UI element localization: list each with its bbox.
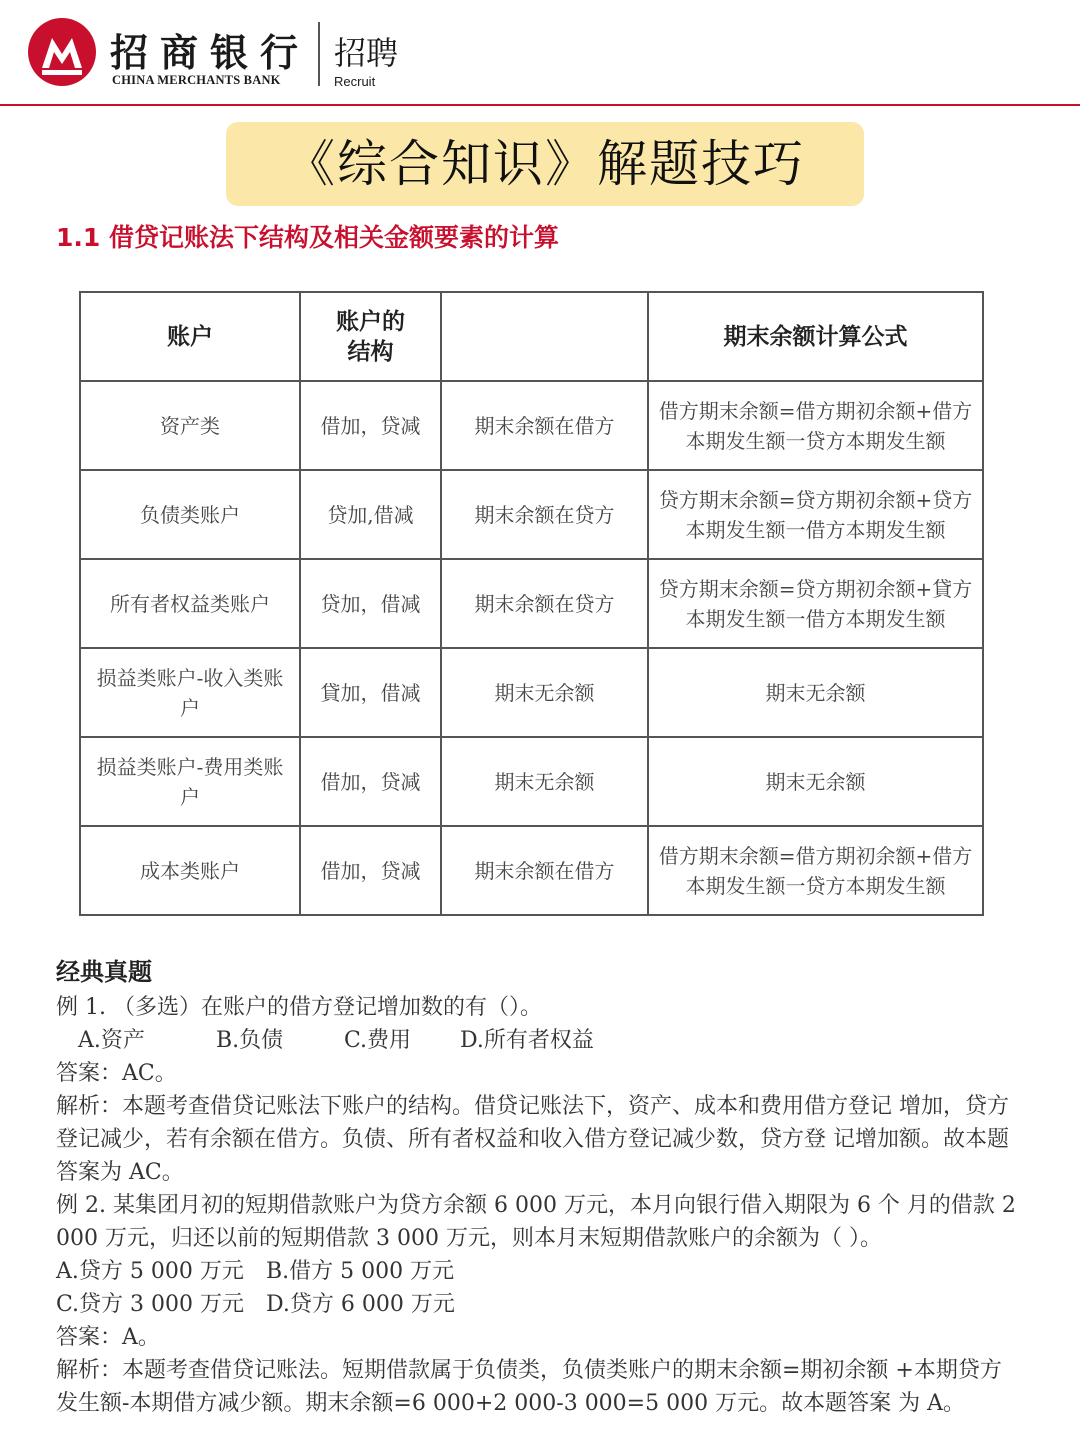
header-account: 账户	[80, 292, 300, 381]
option-a: A.资产	[78, 1028, 145, 1053]
table-cell: 借方期末余额=借方期初余额+借方本期发生额一贷方本期发生额	[648, 381, 983, 470]
header-rule	[0, 104, 1080, 106]
table-cell: 期末余额在贷方	[441, 470, 648, 559]
table-cell: 期末无余额	[441, 737, 648, 826]
question-1: 例 1. （多选）在账户的借方登记增加数的有（）。	[56, 995, 542, 1020]
option-c: C.费用	[344, 1028, 412, 1053]
table-cell: 借加，贷减	[300, 381, 441, 470]
bank-logo-icon	[28, 18, 96, 86]
option-c: C.贷方 3 000 万元	[56, 1292, 245, 1317]
table-cell: 成本类账户	[80, 826, 300, 915]
table-row	[80, 737, 983, 826]
table-cell: 借加，贷减	[300, 826, 441, 915]
question-1-options	[56, 1024, 1016, 1057]
page-title-banner: 《综合知识》解题技巧	[226, 122, 864, 206]
answer-2: 答案：A。	[56, 1325, 160, 1350]
analysis-1: 解析：本题考查借贷记账法下账户的结构。借贷记账法下，资产、成本和费用借方登记 增加，贷方登记减少，若有余额在借方。负债、所有者权益和收入借方登记减少数，贷方登 记增加额。故本题答案为 AC。	[56, 1094, 1009, 1185]
qa-title: 经典真题	[56, 958, 152, 986]
table-cell: 期末余额在借方	[441, 381, 648, 470]
table-cell: 期末无余额	[441, 648, 648, 737]
header-structure: 账户的 结构	[300, 292, 441, 381]
table-cell: 损益类账户-收入类账户	[80, 648, 300, 737]
answer-1: 答案：AC。	[56, 1061, 177, 1086]
account-structure-table	[79, 291, 984, 916]
header-blank	[441, 292, 648, 381]
header-formula: 期末余额计算公式	[648, 292, 983, 381]
recruit-label-en: Recruit	[334, 74, 376, 89]
table-cell: 贷加，借减	[300, 559, 441, 648]
table-cell: 貸加，借减	[300, 648, 441, 737]
recruit-label-cn: 招聘	[334, 34, 399, 72]
table-cell: 负债类账户	[80, 470, 300, 559]
option-d: D.贷方 6 000 万元	[266, 1292, 455, 1317]
table-row	[80, 826, 983, 915]
brand-name-cn: 招商银行	[110, 31, 311, 75]
table-row	[80, 381, 983, 470]
table-cell: 期末余额在贷方	[441, 559, 648, 648]
table-row	[80, 559, 983, 648]
option-a: A.贷方 5 000 万元	[56, 1259, 244, 1284]
table-cell: 期末余额在借方	[441, 826, 648, 915]
question-2-options-row2	[56, 1288, 1016, 1321]
question-2-options-row1	[56, 1255, 1016, 1288]
option-b: B.负债	[216, 1028, 284, 1053]
section-heading: 1.1 借贷记账法下结构及相关金额要素的计算	[56, 223, 559, 252]
table-cell: 损益类账户-费用类账户	[80, 737, 300, 826]
question-2: 例 2. 某集团月初的短期借款账户为贷方余额 6 000 万元，本月向银行借入期限为 6 个 月的借款 2 000 万元，归还以前的短期借款 3 000 万元，则本月末短期借款账户的余额为（ ）。	[56, 1193, 1016, 1251]
option-b: B.借方 5 000 万元	[266, 1259, 455, 1284]
table-header-row	[80, 292, 983, 381]
classic-questions	[56, 955, 1016, 1420]
table-row	[80, 470, 983, 559]
table-cell: 期末无余额	[648, 648, 983, 737]
table-cell: 借方期末余额=借方期初余额+借方本期发生额一贷方本期发生额	[648, 826, 983, 915]
option-d: D.所有者权益	[460, 1028, 594, 1053]
table-cell: 借加，贷减	[300, 737, 441, 826]
analysis-2: 解析：本题考查借贷记账法。短期借款属于负债类，负债类账户的期末余额=期初余额 +本期贷方发生额-本期借方减少额。期末余额=6 000+2 000-3 000=5 000 万元。故本题答案 为 A。	[56, 1358, 1002, 1416]
table-cell: 贷方期末余额=贷方期初余额+贷方本期发生额一借方本期发生额	[648, 470, 983, 559]
brand-name-en: CHINA MERCHANTS BANK	[112, 73, 281, 87]
page-header	[0, 0, 1080, 106]
table-cell: 所有者权益类账户	[80, 559, 300, 648]
header-divider	[318, 22, 320, 86]
table-cell: 贷加,借减	[300, 470, 441, 559]
table-cell: 期末无余额	[648, 737, 983, 826]
table-cell: 资产类	[80, 381, 300, 470]
table-row	[80, 648, 983, 737]
table-cell: 贷方期末余额=贷方期初余额+貸方本期发生额一借方本期发生额	[648, 559, 983, 648]
